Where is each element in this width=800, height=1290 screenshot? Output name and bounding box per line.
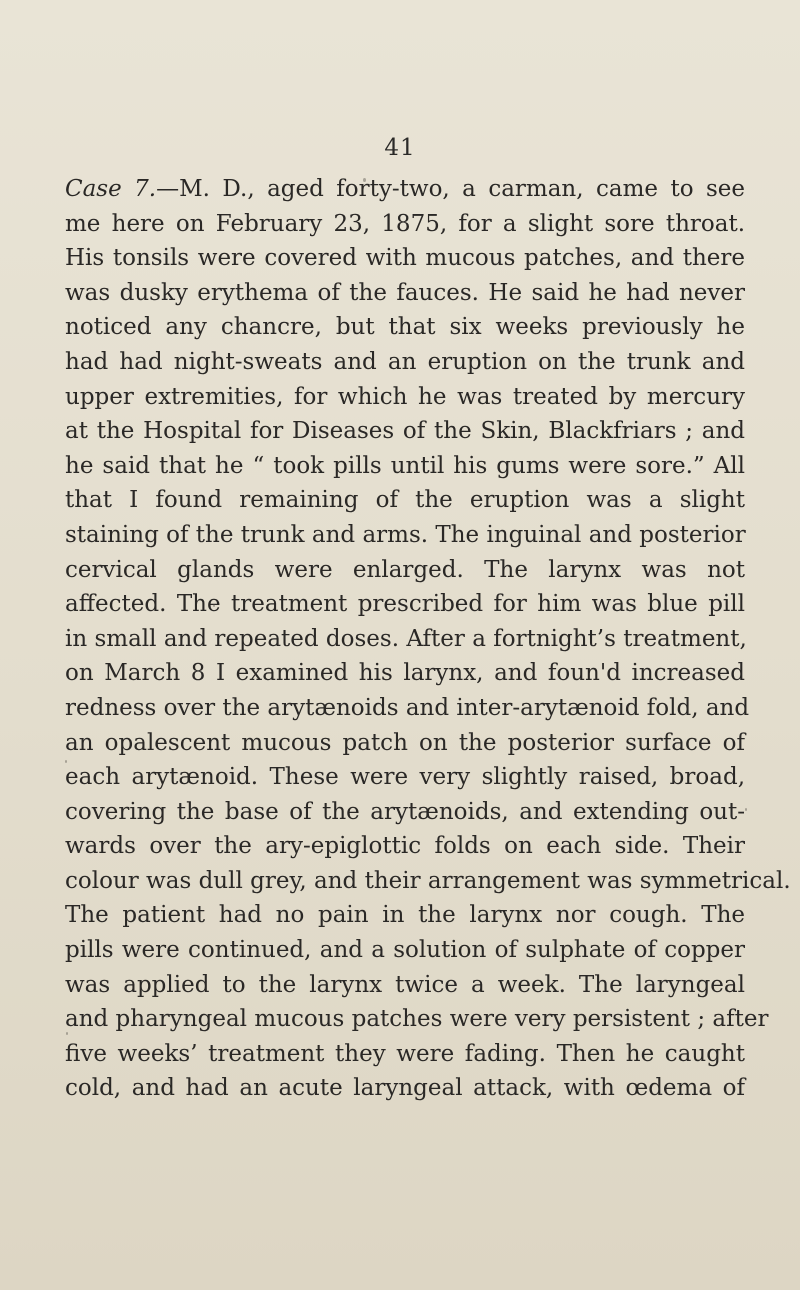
text-line-content: —M. D., aged forty-two, a carman, came to see: [156, 176, 745, 202]
text-line: noticed any chancre, but that six weeks previously he: [65, 314, 745, 341]
text-line: cervical glands were enlarged. The larynx was not: [65, 556, 745, 583]
paper-speck: [66, 1032, 68, 1035]
paper-speck: [65, 760, 67, 763]
text-line: His tonsils were covered with mucous patches, and there: [65, 245, 745, 272]
text-line: each arytænoid. These were very slightly raised, broad,: [65, 764, 745, 791]
case-label: Case 7.: [65, 176, 157, 202]
text-line: on March 8 I examined his larynx, and foun'd increased: [65, 660, 745, 687]
text-line: five weeks’ treatment they were fading. Then he caught: [65, 1040, 745, 1067]
text-line: that I found remaining of the eruption was a slight: [65, 487, 745, 514]
text-line: had had night-sweats and an eruption on the trunk and: [65, 348, 745, 375]
paper-speck: [745, 808, 747, 811]
paper-speck: [213, 604, 215, 607]
text-line: affected. The treatment prescribed for him was blue pill: [65, 591, 745, 618]
text-line: wards over the ary-epiglottic folds on each side. Their: [65, 833, 745, 860]
case-paragraph: [65, 172, 791, 1106]
text-line: pills were continued, and a solution of sulphate of copper: [65, 937, 745, 964]
text-line: was applied to the larynx twice a week. The laryngeal: [65, 971, 745, 998]
text-line: was dusky erythema of the fauces. He said he had never: [65, 279, 745, 306]
text-line: upper extremities, for which he was treated by mercury: [65, 383, 745, 410]
text-line: staining of the trunk and arms. The inguinal and posterior: [65, 521, 746, 548]
text-line: me here on February 23, 1875, for a slight sore throat.: [65, 210, 745, 237]
text-line: an opalescent mucous patch on the posterior surface of: [65, 729, 745, 756]
text-line: at the Hospital for Diseases of the Skin, Blackfriars ; and: [65, 418, 745, 445]
text-line: and pharyngeal mucous patches were very persistent ; after: [65, 1006, 769, 1033]
text-line: The patient had no pain in the larynx nor cough. The: [65, 902, 745, 929]
text-line: [65, 172, 745, 207]
page-number: 41: [384, 135, 416, 161]
paper-speck: [363, 178, 366, 182]
text-line: he said that he “ took pills until his gums were sore.” All: [65, 452, 745, 479]
text-line: cold, and had an acute laryngeal attack, with œdema of: [65, 1075, 745, 1102]
text-line: redness over the arytænoids and inter-arytænoid fold, and: [65, 694, 750, 721]
text-line: colour was dull grey, and their arrangement was symmetrical.: [65, 867, 791, 894]
text-line: in small and repeated doses. After a fortnight’s treatment,: [65, 625, 747, 652]
text-line: covering the base of the arytænoids, and extending out-: [65, 798, 745, 825]
